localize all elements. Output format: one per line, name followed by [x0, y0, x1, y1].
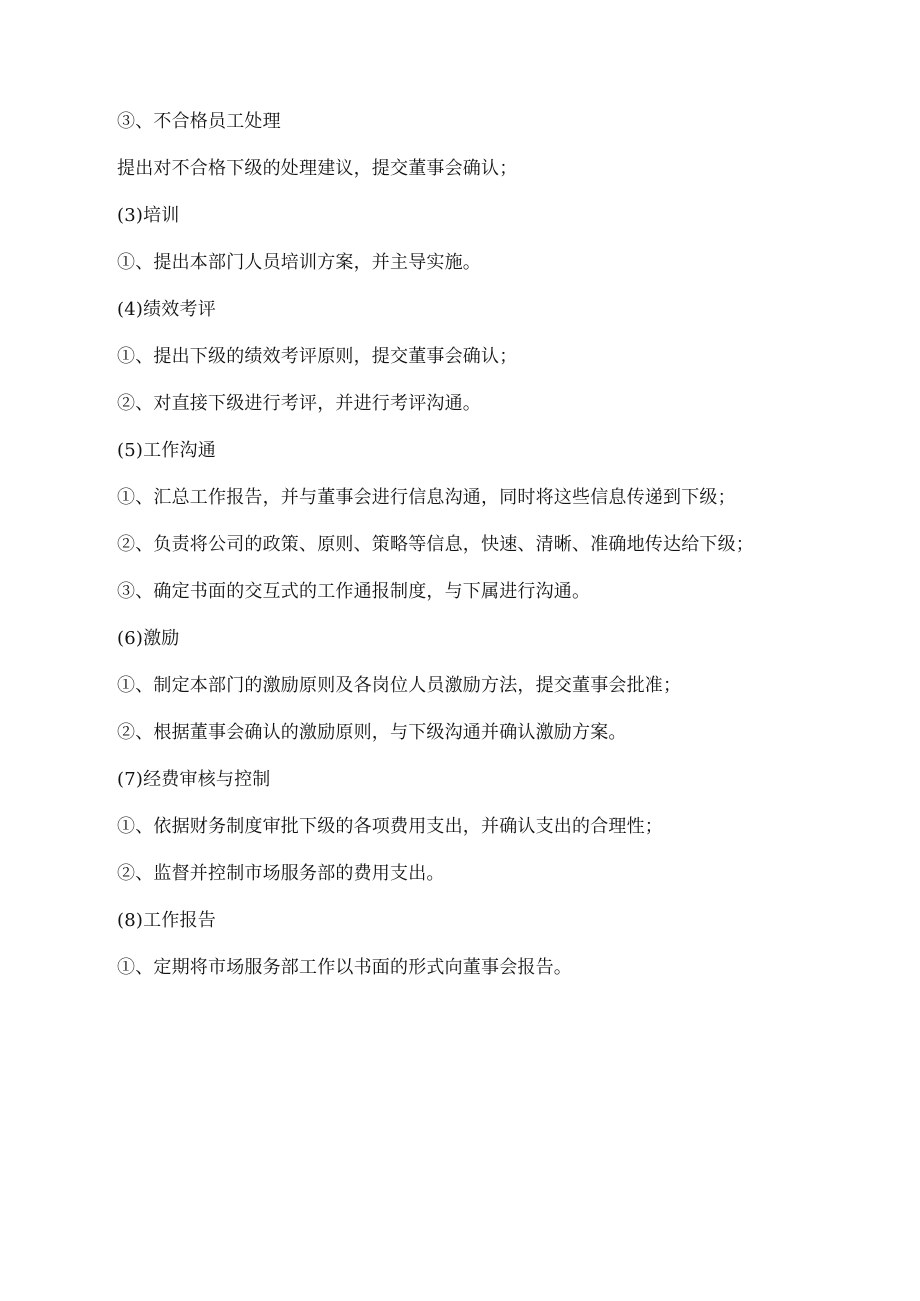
item-review-direct-reports: ②、对直接下级进行考评，并进行考评沟通。 — [117, 393, 481, 414]
section-heading-work-report: (8)工作报告 — [117, 910, 216, 931]
item-expense-approval: ①、依据财务制度审批下级的各项费用支出，并确认支出的合理性； — [117, 816, 663, 837]
item-review-principles: ①、提出下级的绩效考评原则，提交董事会确认； — [117, 346, 518, 367]
section-heading-training: (3)培训 — [117, 205, 180, 226]
section-heading-performance-review: (4)绩效考评 — [117, 299, 216, 320]
item-periodic-report: ①、定期将市场服务部工作以书面的形式向董事会报告。 — [117, 957, 572, 978]
item-reporting-system: ③、确定书面的交互式的工作通报制度，与下属进行沟通。 — [117, 581, 591, 602]
item-summarize-reports: ①、汇总工作报告，并与董事会进行信息沟通，同时将这些信息传递到下级； — [117, 487, 736, 508]
item-unqualified-staff-handling: ③、不合格员工处理 — [117, 111, 281, 132]
item-expense-monitoring: ②、监督并控制市场服务部的费用支出。 — [117, 863, 445, 884]
item-incentive-plan: ②、根据董事会确认的激励原则，与下级沟通并确认激励方案。 — [117, 722, 627, 743]
item-training-plan: ①、提出本部门人员培训方案，并主导实施。 — [117, 252, 481, 273]
paragraph-handling-proposal: 提出对不合格下级的处理建议，提交董事会确认； — [117, 158, 518, 179]
section-heading-incentives: (6)激励 — [117, 628, 180, 649]
item-convey-policies: ②、负责将公司的政策、原则、策略等信息，快速、清晰、准确地传达给下级； — [117, 534, 754, 555]
item-incentive-principles: ①、制定本部门的激励原则及各岗位人员激励方法，提交董事会批准； — [117, 675, 682, 696]
section-heading-expense-control: (7)经费审核与控制 — [117, 769, 271, 790]
section-heading-communication: (5)工作沟通 — [117, 440, 216, 461]
